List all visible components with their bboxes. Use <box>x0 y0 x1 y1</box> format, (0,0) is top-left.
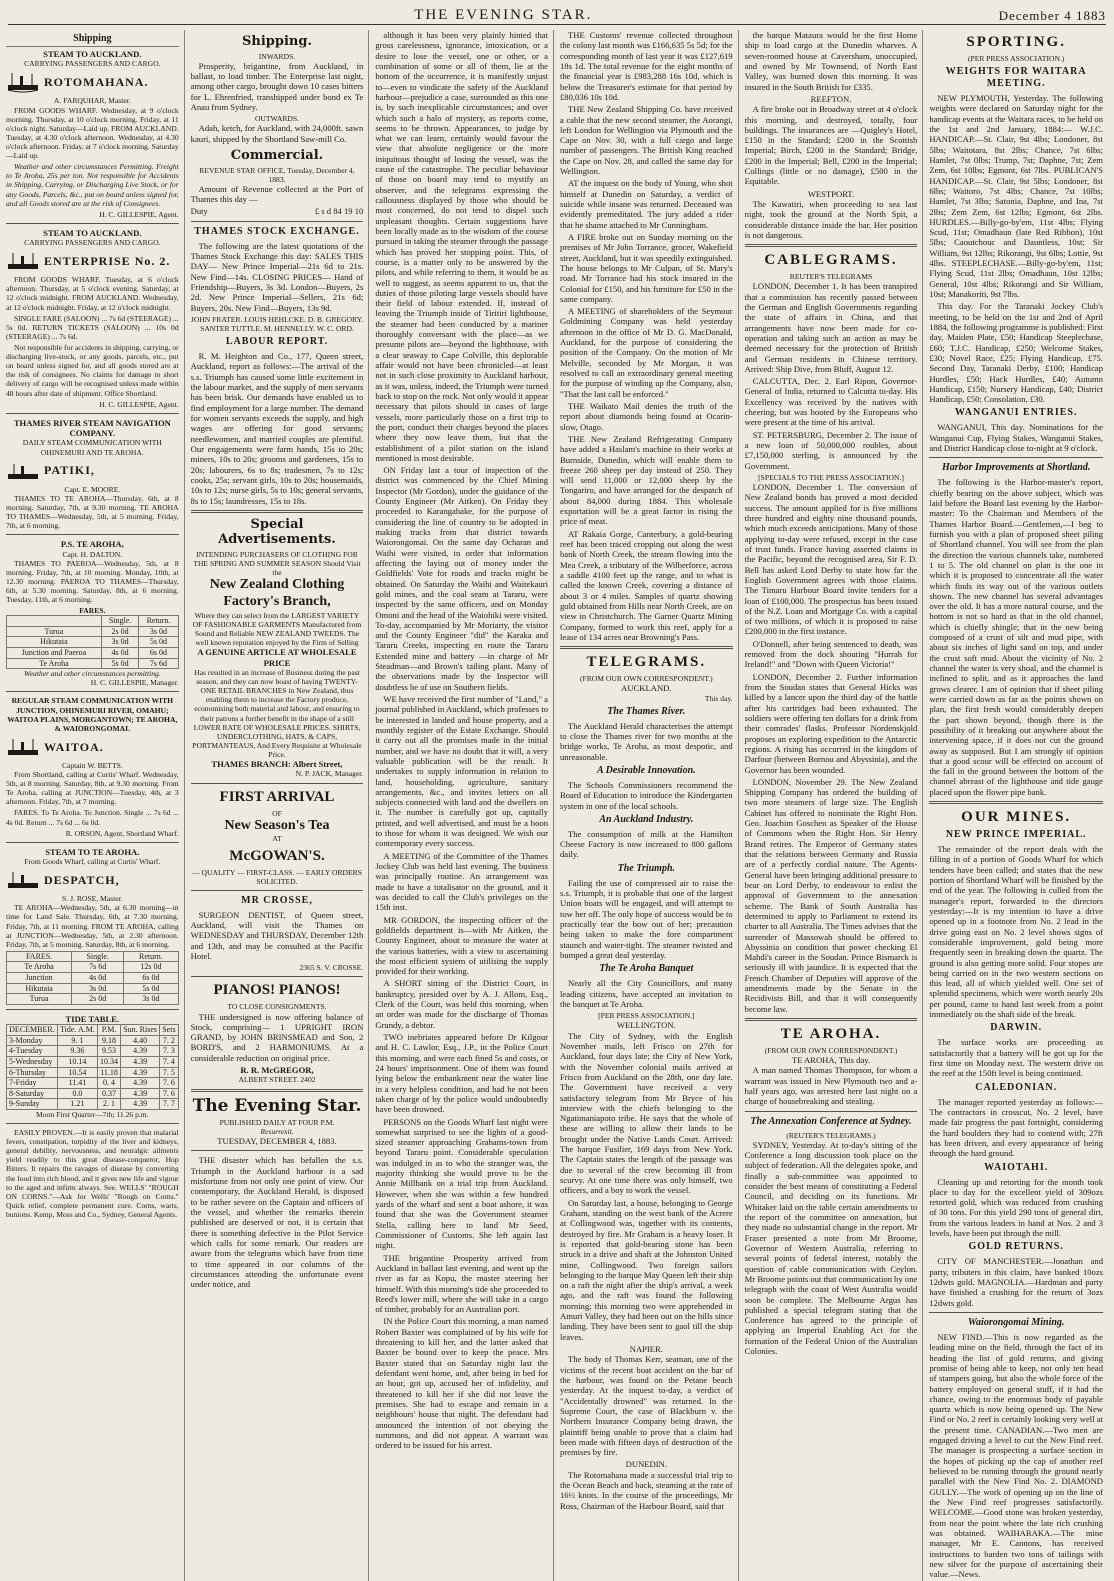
publication-note: PUBLISHED DAILY AT FOUR P.M. <box>219 1117 335 1127</box>
master-name: A. FARQUHAR, Master. <box>53 96 131 106</box>
ad-fares: FARES. To Te Aroha. To Junction. Single ... 7s 6d ... 4s 0d. Return ... 7s 6d ... 6s 0d. <box>6 808 179 827</box>
ad-title: REGULAR STEAM COMMUNICATION WITH JUNCTION, OHINEMURI RIVER, OMAHU; WAITOA PLAINS, MORGANTOWN; TE AROHA, & WAIORONGOMAI. <box>7 696 178 733</box>
article-paragraph: AT the inquest on the body of Young, who shot himself at Dunedin on Saturday, a verdict of suicide while insane was returned. Deceased was evidently premeditated. The jury added a rider that he shame attached to Mr Cunningham. <box>560 178 733 230</box>
steamship-icon <box>6 71 40 93</box>
divider <box>191 1150 364 1151</box>
telegram-text: On Saturday last, a house, belonging to George Graham, standing on the west bank of the Acrere at Collingwood was, together with its contents, destroyed by fire. Mr Graham is a heavy loser. It is reported that gold-bearing stone has been struck in a drive and shaft at the Johnston United mine, Collingwood. Two foreign sailors belonging to the barque May Queen left their ship on a raft the night after the ship's arrival, a week ago, and the raft was found the following morning; this morning two were apprehended in Amuri Valley, they had been out on the hills since landing. They have been sent to gaol till the ship leaves. <box>560 1197 733 1342</box>
table-cell: 11.41 <box>57 1078 97 1089</box>
ad-fares: SINGLE FARE (SALOON) ... 7s 6d (STEERAGE) ... 5s 0d. RETURN TICKETS (SALOON) ... 10s 0d (STEERAGE) ... 7s 6d. <box>6 313 179 341</box>
dateline-time: This day. <box>704 693 733 703</box>
newspaper-title: The Evening Star. <box>192 1095 362 1116</box>
fares-table <box>6 615 179 669</box>
agent-signature: H. C. GILLESPIE, Manager. <box>90 678 179 688</box>
telegrams-heading: TELEGRAMS. <box>586 654 707 671</box>
table-cell: 2. 1 <box>97 1099 120 1110</box>
table-cell: 6-Thursday <box>7 1067 58 1078</box>
cablegram-text: LONDON, December 1. It has been transpired that a commission has recently passed between the German and English Governments regarding the state of affairs in China, and that arrangements have now been made for co-operation and taking such an action as may be deemed necessary for the protection of British and German residents in Chinese territory. Arrived: Ship Dive, from Bluff, August 12. <box>744 281 918 374</box>
tea-of: OF <box>272 808 282 818</box>
dateline: WESTPORT. <box>807 188 855 199</box>
divider <box>745 1018 918 1021</box>
masthead: THE EVENING STAR. <box>414 7 593 23</box>
clothing-title: New Zealand Clothing Factory's Branch, <box>209 577 345 610</box>
ad-subtitle: DAILY STEAM COMMUNICATION WITH OHINEMURI AND TE AROHA. <box>22 438 162 457</box>
column-6 <box>929 30 1108 1581</box>
weights-text: NEW PLYMOUTH, Yesterday. The following weights were declared on Saturday night for the handicap events at the Waitara races, to be held on the 1st and 2nd January, 1884:— W.J.C. HANDICAP.—St. Clair, 9st 4lbs; Londoner, 8st 5lbs; Waitotara, 8st 2lbs; Chance, 7st 6lbs; Hamlet, 7st 0lbs; Trump, 7st; Daphne, 7st; Zem Zem, 6st 10lbs; Egmont, 6st 7lbs. PUBLICAN'S HANDICAP.—St. Clair, 9st 5lbs; Londoner, 8st 6lbs; Waitoro, 7st 4lbs; Chance, 7st 10lbs; Hamlet, 7st 3lbs; Satonia, Daphne, and Ina, 7st 2lbs; Zem Zem, 6st 12lbs; Egmont, 6st 2lbs. HURDLES.—Billy-go-by'em, 11st 4lbs; Flying Scud, 11st; Omadhaun (late Red Ribbon), 10st 5lbs; Caoutchouc and Dauntless, 10st; Sir William, 9st 12lbs; Rikorangi, 9st 6lbs; Lottie, 9st 4lbs. STEEPLECHASE.—Billy-go-by'em, 11st; Flying Scud, 11st 2lbs; Omadhaun, 10st 12lbs; General, 10st 4lbs; Rikorangi and Sir William, 10st; Manakoriti, 9st 7lbs. <box>929 93 1103 300</box>
table-row <box>7 626 179 637</box>
table-cell: 9. 1 <box>57 1035 97 1046</box>
table-cell: 5s 0d <box>124 983 179 994</box>
steamship-icon <box>6 736 40 758</box>
table-row <box>7 973 179 984</box>
dateline: DUNEDIN. <box>625 1459 667 1470</box>
table-row <box>7 1067 179 1078</box>
press-association-note: [PER PRESS ASSOCIATION.] <box>598 1011 695 1021</box>
divider <box>929 1312 1103 1313</box>
divider <box>6 842 179 843</box>
dateline: AUCKLAND. <box>621 683 672 694</box>
table-cell: Te Aroha <box>7 658 102 669</box>
ad-body: THAMES TO PAEROA—Wednesday, 5th, at 8 morning. Friday, 7th, at 10 morning. Monday, 10th, at 12.30 morning. PAEROA TO THAMES—Thursday, 6th, at 5.30 morning. Saturday, 8th, at 6 morning. Tuesday, 11th, at 6 morning. <box>6 558 179 605</box>
table-cell: 4.39 <box>121 1099 160 1110</box>
clothing-price: A GENUINE ARTICLE AT WHOLESALE PRICE <box>197 647 357 668</box>
inwards-text: Prosperity, brigantine, from Auckland, in ballast, to load timber. The Enterprise last night, among other cargo, brought down 10 cases bitters for L. Ehrenfried, transhipped under bond ex Te Anau from Sydney. <box>190 60 364 112</box>
table-cell: 1.21 <box>57 1099 97 1110</box>
ad-title: STEAM TO AUCKLAND. <box>43 227 142 238</box>
table-cell: Single. <box>72 951 124 962</box>
column-3 <box>375 30 554 1581</box>
divider <box>6 1009 179 1010</box>
clothing-manager: N. P. JACK, Manager. <box>295 769 364 779</box>
telegram-text: The body of Thomas Kerr, seaman, one of the victims of the recent boat accident on the bar of the harbour, was found on the Petane beach yesterday. At the inquest to-day, a verdict of "Accidentally drowned" was returned. In the Supreme Court, the case of Blackburn v. the Northern Insurance Company being drawn, the plaintiff being unable to prove that a claim had been made with fifteen days of destruction of the premises by fire. <box>560 1354 733 1458</box>
telegram-heading: The Triumph. <box>617 862 676 874</box>
telegram-text: The City of Sydney, with the English November mails, left Frisco on 27th for Auckland, four days late; the City of New York, with the November colonial mails arrived at Frisco from Auckland on the 28th, one day late. The Government have received a very satisfactory telegram from Mr Bryce of his interview with the chiefs belonging to the Ngatimaniapoto tribe. He says that the whole of these are willing to allow their lands to be brought under the Native Lands Court. Arrived: The barque Fusilier, 169 days from New York. The Captain states the length of the passage was due to several of the crew becoming ill from scurvy. At one time there was only himself, two officers, and a boy to work the vessel. <box>560 1030 733 1196</box>
table-cell: 4s 0d <box>101 648 138 659</box>
tea-title: New Season's Tea <box>224 817 330 833</box>
crosse-text: SURGEON DENTIST, of Queen street, Auckland, will visit the Thames on WEDNESDAY and THURSDAY, December 12th and 13th, and may be consulted at the Pacific Hotel. <box>190 909 364 962</box>
issue-date: December 4 1883 <box>998 8 1106 24</box>
article-paragraph: IN the Police Court this morning, a man named Robert Baxter was complained of by his wife for threatening to kill her, and the latter asked that Baxter be bound over to keep the peace. Mrs Baxter stated that on Saturday night last the defendant went home, and, after being in bed for an hour, got up, accused her of infidelity, and threatened to kill her if she did not leave the premises. She had to escape and remain in a neighbours' house that night. The defendant had announced the intention of not obeying the summons, and did not appear. A warrant was ordered to be issued for his arrest. <box>375 1316 548 1451</box>
table-header-row <box>7 1025 179 1036</box>
table-row <box>7 658 179 669</box>
cablegram-text: LONDON, December 1. The conversion of New Zealand bonds has proved a most decided success. The amount applied for is five millions three hundred and eighty nine thousand pounds, which much exceeds anticipations. Many of those applying to-day were refused, except in the case of trust funds. France having asserted claims in the Pacific, beyond the recognised area, Sir F. D. Bell has asked Lord Derby to state how far the English Government agrees with those claims. The Timaru Harbour Board invite tenders for a loan of £100,000. The prospectus has been issued of the N.Z. Loan and Mortgage Co. with a capital of two millions, of which it is proposed to raise £200,000 in the first instance. <box>744 482 918 637</box>
cablegram-text: LONDON, December 2. Further information from the Soudan states that General Hicks was killed by a lancer upon the third day of the battle after his cartridges had been exhausted. The soldiers were offering ten dollars for a drink from their comrades' flasks. Professor Nordenskjold proposes an exploring expedition to the Antarctic regions. A rising has occurred in the kingdom of Darfour (between Bornou and Abyssinia), and the Governor has been wounded. <box>744 671 918 775</box>
table-cell: Return. <box>124 951 179 962</box>
master-name: Capt. H. DALTON. <box>62 549 123 559</box>
table-cell: FARES. <box>7 951 72 962</box>
tea-at: AT <box>272 834 282 844</box>
telegram-text: The Auckland Herald characterises the attempt to close the Thames river for two months at the bridge works, Te Aroha, as most despotic, and unreasonable. <box>560 720 733 762</box>
te-aroha-subheading: (FROM OUR OWN CORRESPONDENT.) <box>764 1046 898 1056</box>
clothing-intro: INTENDING PURCHASERS OF CLOTHING FOR THE SPRING AND SUMMER SEASON Should Visit the <box>193 550 361 578</box>
te-aroha-heading: TE AROHA. <box>780 1026 882 1043</box>
table-cell: Return. <box>139 616 178 627</box>
table-cell: 4.40 <box>121 1035 160 1046</box>
master-name: S. J. ROSE, Master. <box>62 894 123 904</box>
steamship-icon <box>6 869 40 891</box>
telegram-text: Nearly all the City Councillors, and many leading citizens, have accepted an invitation to the banquet at Te Aroha. <box>560 978 733 1009</box>
taranaki-text: This day. For the Taranaki Jockey Club's meeting, to be held on the 1st and 2nd of April 1884, the following programme is published: First day, Maiden Plate, £50; Handicap Steeplechase, £60; T.J.C. Handicap, £250; Welcome Stakes, £30; Novel Race, £25; Flying Handicap, £75. Second Day, Taranaki Derby, £100; Handicap Hurdles, £50; Hack Hurdles, £40; Autumn Handicap, £150; Nursery Handicap, £40; District Handicap, £50; Consolation, £30. <box>929 301 1103 405</box>
crosse-title: MR CROSSE, <box>241 894 313 906</box>
duty-line <box>191 206 364 216</box>
table-cell: 5-Wednesday <box>7 1056 58 1067</box>
article-paragraph: THE Customs' revenue collected throughout the colony last month was £166,635 5s 5d; for the corresponding month of last year it was £127,619 18s 1d. The total revenue for the eight months of the financial year is £983,288 16s 10d, which is below the Treasurer's estimate for that period by £80,036 10s 10d. <box>560 30 733 102</box>
table-cell: Hikutaia <box>7 983 72 994</box>
table-cell: 5s 0d <box>101 658 138 669</box>
table-cell: 9.53 <box>97 1046 120 1057</box>
article-paragraph: PERSONS on the Goods Wharf last night were somewhat surprised to see the lights of a good-sized steamer approaching Grahams-town from beyond Tararu point. Considerable speculation was indulged in as to who the stranger was, the majority thinking she would prove to be the Annie Millbank on a trial trip from Auckland. However, when she was within a few hundred yards of the wharf and sent a boat ashore, it was found that she was the Government steamer Stella, calling here to land Mr Seed, Commissioner of Customs. She left again last night. <box>375 1116 548 1251</box>
table-cell: 7s 6d <box>139 658 178 669</box>
table-cell: 6s 0d <box>124 973 179 984</box>
reuters-note: REUTER'S TELEGRAMS <box>789 272 873 282</box>
divider <box>6 413 179 414</box>
cablegram-text: CALCUTTA, Dec. 2. Earl Ripon, Governor-General of India, returned to Calcutta to-day. His Excellency was received by the natives with cheering, but was hooted by the Europeans who were present at the time of his arrival. <box>744 376 918 428</box>
steamship-icon <box>6 250 40 272</box>
column-1 <box>6 30 185 1581</box>
telegram-heading: An Auckland Industry. <box>599 813 694 825</box>
tea-quality: — QUALITY — FIRST-CLASS. — EARLY ORDERS SOLICITED. <box>192 867 362 886</box>
ad-subtitle: CARRYING PASSENGERS AND CARGO. <box>24 59 161 69</box>
annexation-text: SYDNEY, Yesterday. At to-day's sitting of the Conference a long discussion took place on the subject of federation. All the delegates spoke, and finally a sub-committee was appointed to consider the best means of constituting a Federal Council, and deciding on its functions. Mr Whitaker laid on the table certain amendments to the report of the committee on annexation, but they made no substantial change in the report. Mr Fraser presented a note from Mr Broome, Governor of Western Australia, referring to several points of federal interest, notably the question of cable communication with Ceylon. Mr Broome points out that communication by one telegraph with the coast of West Australia would soon be complete. The Melbourne Argus has published a special telegram stating that the Conference has agreed to the principle of applying an Imperial Enabling Act for the formation of the Federal Union of the Australian Colonies. <box>744 1139 918 1357</box>
column-header: Sets <box>160 1025 179 1036</box>
outwards-heading: OUTWARDS. <box>254 114 300 124</box>
table-cell: 4-Tuesday <box>7 1046 58 1057</box>
cablegram-text: O'Donnell, after being sentenced to death, was removed from the dock shouting "Hurrah for Ireland!" and "Down with Queen Victoria!" <box>744 638 918 670</box>
table-cell: 3s 0d <box>72 983 124 994</box>
master-name: Capt. E. MOORE. <box>64 484 121 494</box>
tide-table-title: TIDE TABLE. <box>65 1013 120 1024</box>
wanganui-text: WANGANUI, This day. Nominations for the Wanganui Cup, Flying Stakes, Wanganui Stakes, and District Handicap close to-night at 9 o'clock. <box>929 422 1103 454</box>
dateline: REEFTON. <box>810 93 852 104</box>
harbour-text: The following is the Harbor-master's report, chiefly bearing on the above subject, which was laid before the Board last evening by the Harbor-master: To the Chairman and Members of the Thames Harbor Board.—Gentlemen,—I beg to furnish you with a plan of proposed sheet piling of Shortland channel. You will see from the plan the direction the various channels take, numbered 1 to 5. The old channel on plan is the one in which it is proposed to concentrate all the water which finds its way out of the various outlets shown. The new channel has several advantages over the old. It has a more natural course, and the bottom is not so hard as that in the old channel, which is chiefly shingle; that in the new being composed of a crust of silt and mud pipe, with about six inches of light sand on top, and under the crust soft mud. About the vicinity of No. 2 channel the water is very shoal, and the channel is inclined to split, and as it approaches the land grows clearer. I am of opinion that if sheet piling were carried down as far as the points shown on plan, the first fresh would considerably deepen the part shown beyond, though there is the possibility of it breaking out anywhere about the intervening space, if it does not cut the ground away as supposed. But I am strongly of opinion that a good scour will be effected on account of the fall in the ground between the bottom of the channel abreast of the lighthouse and tide gauge placed upon the flower pipe bank. <box>929 477 1103 797</box>
wanganui-title: WANGANUI ENTRIES. <box>954 407 1078 419</box>
mine-text: The remainder of the report deals with the filling in of a portion of Goods Wharf for which tenders have been called; and states that the new portion of Shortland Wharf will be finished by the end of the year. The following is culled from the manager's report, forwarded to the directors yesterday:—It is my intention to have a drive opened up in a footnote from No. 2 lead in the drive going east on No. 2 level shows signs of considerable improvement, gold being more frequently seen in breaking down the quartz. The ground is also getting more solid. Four stopes are being carried on in the two western sections on this lead, all of which yielded well. One set of splendid specimens, which were worth nearly 20s per pound, came to hand last week from a point immediately on the shaft side of the break. <box>929 844 1103 1020</box>
telegram-text: The Schools Commissioners recommend the Board of Education to introduce the Kindergarten system in one of the local schools. <box>560 779 733 811</box>
divider <box>6 223 179 224</box>
table-row <box>7 994 179 1005</box>
column-4 <box>560 30 739 1581</box>
table-cell: 11.18 <box>97 1067 120 1078</box>
table-cell: 6s 0d <box>139 648 178 659</box>
ad-note: Weather and other circumstances Permitting. Freight to Te Aroha, 25s per ton. Not responsible for Accidents in Shipping, Carrying, or Discharging Live Stock, or for any Goods, Parcels, &c., put on board unless signed for, and all Goods stored are at the risk of Consignees. <box>6 162 179 208</box>
specials-note: [SPECIALS TO THE PRESS ASSOCIATION.] <box>758 472 904 482</box>
table-cell: 7. 6 <box>160 1078 179 1089</box>
pianos-text: THE undersigned is now offering balance of Stock, comprising— 1 UPRIGHT IRON GRAND, by JOHN BRINSMEAD and Son, 2 BORD'S, and 2 HARMONIUMS. At a considerable reduction on original price. <box>190 1011 364 1063</box>
table-cell: 7-Friday <box>7 1078 58 1089</box>
column-5 <box>745 30 924 1581</box>
table-cell: 4.39 <box>121 1088 160 1099</box>
ad-title: THAMES RIVER STEAM NAVIGATION COMPANY. <box>13 417 171 439</box>
mine-title: NEW PRINCE IMPERIAL. <box>945 829 1087 841</box>
motto: Resurrexit. <box>260 1127 294 1137</box>
table-cell: 7. 2 <box>160 1035 179 1046</box>
table-cell: 3s 0d <box>139 626 178 637</box>
footer-advertisement: EASILY PROVEN.—It is easily proven that malarial fevers, constipation, torpidity of the liver and kidneys, general debility, nervousness, and neuralgic ailments yield readily to this great disease-conqueror, Hop Bitters. It repairs the ravages of disease by converting the food into rich blood, and it gives new life and vigour to the aged and infirm always. See. WELLS' "ROUGH ON CORNS."—Ask for Wells' "Rough on Corns." Quick relief, complete permanent cure. Corns, warts, bunions. Kemp, Moss and Co., Sydney, General Agents. <box>6 1127 179 1219</box>
divider <box>191 890 364 891</box>
divider <box>745 244 918 247</box>
telegram-heading: A Desirable Innovation. <box>597 764 696 776</box>
ship-name: ENTERPRISE No. 2. <box>44 254 171 269</box>
table-row <box>7 1046 179 1057</box>
table-row <box>7 637 179 648</box>
clothing-body: Where they can select from the LARGEST VARIETY OF FASHIONABLE GARMENTS Manufactured from Sound and Reliable NEW ZEALAND TWEEDS. The well known reputation enjoyed by the Firm of Selling <box>192 610 362 648</box>
table-cell: 0.0 <box>57 1088 97 1099</box>
pianos-subtitle: TO CLOSE CONSIGNMENTS. <box>227 1002 327 1012</box>
article-paragraph: AT Rakaia Gorge, Canterbury, a gold-bearing reef has been traced cropping out along the west bank of North Creek, the stream flowing into the Mea Creek, a tributary of the Wilberforce, across a saddle 4100 feet up the range, and to what is called the known Creek, covering a distance of about 3 or 4 miles. Samples of quartz showing gold obtained from Hills near North Creek, are on view in Christchurch. The Garner Quartz Mining Company, formed to work this reef, apply for a lease of 134 acres near Browning's Pass. <box>560 528 733 642</box>
column-2 <box>191 30 370 1581</box>
dateline: TE AROHA, This day. <box>791 1055 871 1066</box>
table-cell: 0. 4 <box>97 1078 120 1089</box>
table-cell: Turua <box>7 994 72 1005</box>
table-cell: 7. 4 <box>160 1056 179 1067</box>
dateline: WELLINGTON. <box>616 1020 676 1031</box>
table-cell: 5s 0d <box>139 637 178 648</box>
mine-text: Cleaning up and retorting for the month took place to day for the excellent yield of 309ozs retorted gold, which was reduced from crushing of 30 tons. For this yield 290 tons of general dirt, from the various leaders in hand at Nos. 2 and 3 levels, have been put through the mill. <box>929 1176 1103 1239</box>
ad-body: TE AROHA—Wednesday, 5th, at 6.30 morning—in time for Land Sale. Thursday, 6th, at 7.30 morning. Friday, 7th, at 11 morning. FROM TE AROHA, calling at JUNCTION—Wednesday, 5th, at 2.30 afternoon. Friday, 7th, at 5 morning. Saturday, 8th, at 6 morning. <box>6 903 179 949</box>
article-paragraph: ON Friday last a tour of inspection of the district was commenced by the Chief Mining Inspector (Mr Gordon), under the guidance of the County Engineer (Mr Aitken). On Friday they proceeded to Karangahake, for the purpose of considering the line of country to be adopted in making tracks from that district towards Waiorongomai. On the same day Ocharan and Waihi were visited, in order that information affecting the laying out of money under the Goldfields' Vote for roads and tracks might be obtained. On Saturday the Waihi and Waitekauri gold mines, and the coal seam at Tararu, were inspected by the same officers, and on Monday Omoni and the head of the Waiohiki were visited. To-day, accompanied by Mr Moriarty, the visitor and the County Engineer "did" the Karaka and Tararu Creeks, inspecting en route the Tararu Extended mine and battery —in charge of Mr Steadman—and Brown's tailing plant. Many of the observations made by the Inspector will doubtless be of use on Southern fields. <box>375 465 548 692</box>
sporting-heading: SPORTING. <box>966 34 1066 50</box>
table-cell: 7. 7 <box>160 1099 179 1110</box>
ship-name: PATIKI, <box>44 463 95 478</box>
article-paragraph: THE brigantine Prosperity arrived from Auckland in ballast last evening, and went up the river as far as Kopu, the master steering her himself. With this morning's tide she proceeded to Reed's lower mill, where she will take in a cargo of timber, probably for an Australian port. <box>375 1252 548 1315</box>
table-cell: 7s 6d <box>72 962 124 973</box>
tea-shop: McGOWAN'S. <box>229 847 325 864</box>
ship-name: ROTOMAHANA. <box>44 75 149 90</box>
duty-value: £ s d 84 19 10 <box>314 206 364 217</box>
table-cell: 10.54 <box>57 1067 97 1078</box>
article-paragraph: A FIRE broke out on Sunday morning on the premises of Mr John Torrance, grocer, Wakefield street, Auckland, but it was speedily extinguished. The house belongs to Mr Culpan, of St. Mary's road. Mr Torrance had his stock insured in the Colonial for £150, and his furniture for £50 in the same company. <box>560 231 733 304</box>
agent-signature: H. C. GILLESPIE, Agent. <box>99 209 179 219</box>
mcgregor-name: R. R. McGREGOR, <box>240 1065 314 1076</box>
crosse-signature: 2365 S. V. CROSSE. <box>299 963 364 973</box>
ad-body: FROM GOODS WHARF. Wednesday, at 9 o'clock morning. Thursday, at 10 o'clock morning. Friday, at 11 o'clock night. Saturday—Laid up. FROM AUCKLAND. Tuesday, at 4.30 o'clock afternoon. Wednesday, at 4.30 o'clock afternoon. Friday, at 7 o'clock morning. Saturday—Laid up. <box>6 105 179 161</box>
telegrams-subheading: (FROM OUR OWN CORRESPONDENT.) <box>579 674 713 684</box>
table-cell: Te Aroha <box>7 962 72 973</box>
ship-block <box>6 460 179 482</box>
cablegram-text: ST. PETERSBURG, December 2. The issue of a new loan of 50,000,000 roubles, about £7,150,000 sterling, is announced by the Government. <box>744 429 918 471</box>
table-row <box>7 962 179 973</box>
waiorongomai-heading: Waiorongomai Mining. <box>967 1316 1065 1328</box>
weights-title: WEIGHTS FOR WAITARA MEETING. <box>945 66 1087 90</box>
ad-body: FROM GOODS WHARF. Tuesday, at 6 o'clock afternoon. Thursday, at 5 o'clock evening. Saturday, at 12 o'clock midnight. FROM AUCKLAND. Wednesday, at 12 o'clock midnight. Friday, at 12 o'clock midnight. <box>6 275 179 312</box>
table-cell: 7. 5 <box>160 1067 179 1078</box>
mine-text: The surface works are proceeding as satisfactorily that a battery will be got up for the first time on Monday next. The western drive on the reef at the 150ft level is being continued. <box>929 1037 1103 1079</box>
mine-title: WAIOTAHI. <box>984 1161 1049 1173</box>
mines-heading: OUR MINES. <box>961 809 1072 826</box>
editorial-text: THE disaster which has befallen the s.s. Triumph in the Auckland harbour is a sad misfortune from not only one point of view. Our contemporary, the Auckland Herald, is disposed to be rather severe on the Captain and officers of the vessel, and whether the remarks therein published are deserved or not, it is certain that there is something defective in the Pilot Service which calls for some remark. Our readers are aware from the telegrams which have from time to time appeared in our columns of the circumstances attending the unfortunate event under notice, and <box>190 1155 364 1290</box>
table-cell: 10.34 <box>97 1056 120 1067</box>
tea-first-arrival: FIRST ARRIVAL <box>219 788 335 805</box>
telegram-text: The Kawatiri, when proceeding to sea last night, took the ground at the North Spit, a considerable distance inside the bar. Her position is not dangerous. <box>744 199 918 240</box>
master-name: Captain W. BETTS. <box>61 760 123 770</box>
table-row <box>7 1056 179 1067</box>
table-row <box>7 616 179 627</box>
clothing-branch: THAMES BRANCH: Albert Street, <box>211 759 343 770</box>
sporting-subheading: (PER PRESS ASSOCIATION.) <box>967 54 1065 63</box>
telegram-text: A fire broke out in Broadway street at 4 o'clock this morning, and destroyed, totally, four buildings. The insurances are —Quigley's Hotel, £150 in the Standard; £200 in the Scottish Imperial; Birch, £200 in the Standard; Bridge, £200 in the Imperial; Bell, £200 in the Imperial; Collings (little or no damage), £500 in the Equitable. <box>744 104 918 187</box>
table-cell: 12s 0d <box>124 962 179 973</box>
table-cell: 4.39 <box>121 1046 160 1057</box>
table-cell: 2s 0d <box>72 994 124 1005</box>
table-cell: 0.37 <box>97 1088 120 1099</box>
table-cell: 7. 6 <box>160 1088 179 1099</box>
ship-block <box>6 869 179 891</box>
telegram-text: The Rotomahana made a successful trial trip to the Ocean Beach and back, steaming at the rate of 16½ knots. In the course of the proceedings, Mr Ross, Chairman of the Harbour Board, said that <box>560 1469 733 1511</box>
telegram-text: the barque Mataura would be the first Home ship to load cargo at the Dunedin wharves. A seven-roomed house at Caversham, unoccupied, and owned by Mr Townsend, of North East Valley, was burned down this morning. It was insured in the South British for £335. <box>744 30 918 92</box>
shipping-heading: Shipping <box>6 33 179 47</box>
clothing-body-2: Has resulted in an increase of Business during the past season, and they can now boast of having TWENTY-ONE RETAIL BRANCHES in New Zealand, thus enabling them to increase the Factory produce, economising both material and labour, and ensuring to their patrons a further benefit in the shape of a still LOWER RATE OF WHOLESALE PRICES. SHIRTS, UNDERCLOTHING, HATS, & CAPS, PORTMANTEAUS, And Every Requisite at Wholesale Price. <box>192 668 362 759</box>
table-row <box>7 1035 179 1046</box>
gold-returns-text: CITY OF MANCHESTER.—Jonathan and party, tributers in this claim, have banked 10ozs 12dwts gold. MAGNOLIA.—Hardman and party have finished a crushing for the return of 3ozs 12dwts gold. <box>929 1256 1103 1308</box>
article-paragraph: THE New Zealand Refrigerating Company have added a Haslam's machine to their works at Burnside, Dunedin, which will enable them to freeze 260 sheep per day instead of 250. They will send 11,000 or 12,000 sheep by the Tongariro, and have arranged for the despatch of about 84,000 during 1884. This wholesale exportation will be a great factor in rising the price of meat. <box>560 433 733 527</box>
ad-note: Weather and other circumstances permitting. <box>23 669 161 679</box>
table-row <box>7 983 179 994</box>
commercial-heading: Commercial. <box>230 148 324 163</box>
broker-names: JOHN FRATER. LOUIS HEHLCKE. D. B. GREGORY. SANTER TUTTLE. M. HENNELLY. W. C. ORD. <box>190 314 364 334</box>
divider <box>191 783 364 784</box>
cablegram-text: LONDON, November 29. The New Zealand Shipping Company has ordered the building of two more steamers of large size. The English Cabinet has offered to nominate the Right Hon. Geo. Joachim Goschen as Speaker of the House of Commons when the Right Hon. Sir Henry Brand retires. The Emperor of Germany states that the relations between Germany and Russia are of a perfectly cordial nature. The Agents-General have been bringing additional pressure to bear on Lord Derby, to endeavour to enlist the approval of Government to the annexation scheme. The Bank of South Australia has determined to apply to Parliament to extend its charter to all Australia. The Times advises that the surrender of Massowah should be offered to Abyssinia on condition that power checking El Mahdi's career in the Soudan. Prince Bismarck is seriously ill with jaundice. It is expected that the French Chamber of Deputies will approve of the amendments made by the Senate in the Recidivists Bill, and that it will consequently become law. <box>744 776 918 1014</box>
table-cell: Turua <box>7 626 102 637</box>
divider <box>191 976 364 977</box>
mine-title: DARWIN. <box>990 1022 1043 1034</box>
ship-block <box>6 736 179 758</box>
article-paragraph: WE have received the first number of "Land," a journal published in Auckland, which professes to be interested in landed and house property, and a monthly register of the Estate Exchange. Should it carry out all the promises made in the initial number, and we have no doubt that it will, a very valuable publication will be the result. It undertakes to supply information in relation to land, householding, agriculture, sanitary arrangements, &c., and invites letters on all subjects connected with land and the dwellers on it. The number is carefully got up, capitally printed, and well advertised, and must be a boon to those for whom it was designed. We wish our contemporary every success. <box>375 694 548 849</box>
divider <box>191 1089 364 1092</box>
page-header <box>8 6 1106 25</box>
ad-body: From Shortland, calling at Curtis' Wharf. Wednesday, 5th, at 8 morning. Saturday, 8th, at 9.30 morning. From Te Aroha, calling at JUNCTION—Tuesday, 4th, at 3 afternoon. Friday, 7th, at 7 morning. <box>6 770 179 807</box>
columns <box>6 30 1108 1580</box>
mine-title: CALEDONIAN. <box>975 1081 1058 1093</box>
table-cell: Single. <box>101 616 138 627</box>
ad-title: P.S. TE AROHA, <box>60 539 124 550</box>
divider <box>745 1111 918 1112</box>
divider <box>6 534 179 535</box>
table-cell: 2s 0d <box>101 626 138 637</box>
moon-phase: Moon First Quarter—7th; 11.26 p.m. <box>36 1109 149 1119</box>
ad-title: STEAM TO AUCKLAND. <box>43 49 142 59</box>
article-paragraph: although it has been very plainly hinted that gross carelessness, ignorance, intoxication, or a desire to lose the vessel, one or other, or a combination of some or all of them, lie at the bottom of the occurrence, it is manifestly unjust to—even to vindicate the safety of the Auckland harbour—prejudice a case, surrounded as this one is, by such inexplicable circumstances; and over which such a halo of mystery, as reports come, seems to be thrown. Appearances, to judge by what we can learn, certainly would favour the view that absolute negligence or the more iniquitous thought of losing the vessel, was the cause of the catastrophe. The peculiar behaviour of those on board may tend to mystify an observer, and the telegrams expressing the callousness displayed by those who should be most concerned, do not tend to dispel such unpleasant thoughts. Certain suggestions have been locally made as to the wisdom of the course pursued in taking the steamer through the passage which has proved her stopping point. This, of course, is a matter only to be answered by the pilots, and while referring to them, it would be as well to suggest, as seems apparent to us, that the duties of those piloting large vessels should have their field of labour extended. If, instead of leaving the Triumph inside of Tiritiri lighthouse, the steamer had been conducted by a mariner thoroughly conversant with the place—as we presume pilots are—beyond the lighthouse, with a clear seaway to Cape Colville, this deplorable affair would not have been chronicled—at least not in such close proximity to Auckland harbour, as it was, unless, indeed, the Triumph were turned back to stop on the rock. Not only would it appear necessary that pilots should in cases of large vessels, more particularly those on a first trip to the port, conduct their charges beyond the places where they now leave them, but that the establishment of a pilot station on the island mentioned is most desirable. <box>375 30 548 463</box>
fares-heading: FARES. <box>79 606 106 616</box>
ship-name: DESPATCH, <box>44 872 120 887</box>
column-header: Sun. Rises <box>121 1025 160 1036</box>
table-row <box>7 951 179 962</box>
article-paragraph: THE New Zealand Shipping Co. have received a cable that the new second steamer, the Aorangi, left London for Wellington via Plymouth and the Cape on Nov. 30, with a full cargo and large number of passengers. The British King reached the Cape on Nov. 28, and called the same day for Wellington. <box>560 104 733 177</box>
exchange-text: The following are the latest quotations of the Thames Stock Exchange this day: SALES THIS DAY— New Prince Imperial—21s 6d to 21s. New Find—14s. CLOSING PRICES— Hand of Friendship—Buyers, 3s 3d. London—Buyers, 2s 2d. New Prince Imperial—Sellers, 21s 6d; Buyers, 20s. New Find—Buyers, 13s 9d. <box>190 240 364 313</box>
column-header: Tide. A.M. <box>57 1025 97 1036</box>
article-paragraph: MR GORDON, the inspecting officer of the goldfields department is—with Mr Aitken, the County Engineer, about to measure the water at the various batteries, with a view to ascertaining the most efficient system of utilising the supply provided for their working. <box>375 914 548 977</box>
telegram-text: Failing the use of compressed air to raise the s.s. Triumph, it is probable that one of the largest Union boats will be engaged, and will attempt to tow her off. The only hope of success would be to practically tear the bow out of her; precaution being taken to make the fore compartment staunch and water-tight. The steamer twisted and bumped a great deal yesterday. <box>560 877 733 960</box>
divider <box>191 221 364 222</box>
ad-body: THAMES TO TE AROHA—Thursday, 6th, at 8 morning. Saturday, 7th, at 9.30 morning. TE AROHA TO THAMES—Wednesday, 5th, at 5 morning. Friday, 7th, at 6 morning. <box>6 493 179 531</box>
table-cell: Hikutaia <box>7 637 102 648</box>
column-header: P.M. <box>97 1025 120 1036</box>
table-cell: 3s 0d <box>101 637 138 648</box>
ad-note: Not responsible for accidents in shipping, carrying, or discharging live-stock, or any goods, parcels, etc., put on board unless signed for, and all goods stored are at the risk of consignees. No claims for damage to short delivery of cargo will be recognised unless made within 48 hours after date of shipment. Office Shortland. <box>6 343 179 398</box>
outwards-text: Adah, ketch, for Auckland, with 24,000ft. sawn kauri, shipped by the Shortland Saw-mill Co. <box>190 123 364 144</box>
divider <box>6 691 179 692</box>
exchange-title: THAMES STOCK EXCHANGE. <box>194 225 360 237</box>
table-cell: 9.18 <box>97 1035 120 1046</box>
ad-subtitle: CARRYING PASSENGERS AND CARGO. <box>24 238 161 248</box>
steamship-icon <box>6 460 40 482</box>
inwards-heading: INWARDS. <box>258 51 296 61</box>
mine-text: The manager reported yesterday as follows:—The contractors in crosscut, No. 2 level, have made fair progress the past fortnight, considering the hard boulders they had to contend with; 27ft has been driven, and every appearance of being through the hard ground. <box>929 1096 1103 1159</box>
cablegrams-heading: CABLEGRAMS. <box>764 252 898 269</box>
article-paragraph: A SHORT sitting of the District Court, in bankruptcy, presided over by A. J. Allom, Esq., Clerk of the Court, was held this morning, when an order was made for the discharge of Thomas Grundy, a debtor. <box>375 978 548 1030</box>
table-row <box>7 648 179 659</box>
table-cell: 4.39 <box>121 1067 160 1078</box>
shipping-heading: Shipping. <box>242 34 312 49</box>
article-paragraph: TWO inebriates appeared before Dr Kilgour and H. C. Lawlor, Esq., J.P., in the Police Court this morning, and were each fined 5s and costs, or 24 hours' imprisonment. One of them was found lying below the embankment near the water line in a very helpless condition, and had he not been taken charge of by the police would undoubtedly have been drowned. <box>375 1032 548 1115</box>
ad-title: STEAM TO TE AROHA. <box>45 846 140 857</box>
dateline: NAPIER. <box>629 1344 663 1355</box>
table-cell: Junction and Paeroa <box>7 648 102 659</box>
divider <box>560 646 733 649</box>
harbour-heading: Harbor Improvements at Shortland. <box>941 462 1091 474</box>
revenue-title: REVENUE STAR OFFICE, Tuesday, December 4, 1883. <box>199 165 355 184</box>
tide-table <box>6 1024 179 1110</box>
telegram-heading: The Te Aroha Banquet <box>599 963 694 975</box>
divider <box>191 510 364 513</box>
ship-block <box>6 71 179 93</box>
labour-title: LABOUR REPORT. <box>225 336 329 348</box>
labour-text: R. M. Heighton and Co., 177, Queen street, Auckland, report as follows:—The arrival of the s.s. Triumph has caused some little excitement in the labour market, and the supply of men servants has been brisk. Our demands have enabled us to find employment for a large number. The demand for women servants exceeds the supply, and high wages are offering for good servants; needlewomen, and married couples are plentiful. Our engagements were farm hands, 15s to 20s; miners, 10s to 20s; grooms and gardeners, 15s to 20s; labourers, 6s to 8s; tradesmen, 7s to 12s; cooks, 25s; servant girls, 10s to 20s; housemaids, 10s to 12s; nurse girls, 5s to 10s; general servants, 8s to 15s; laundresses, 15s to 18s. <box>190 351 364 506</box>
table-row <box>7 1088 179 1099</box>
ad-subtitle: From Goods Wharf, calling at Curtis' Wharf. <box>24 857 161 867</box>
revenue-text: Amount of Revenue collected at the Port of Thames this day — <box>190 183 364 205</box>
table-cell: 9.36 <box>57 1046 97 1057</box>
table-cell: 8-Saturday <box>7 1088 58 1099</box>
article-paragraph: A MEETING of shareholders of the Seymour Goldmining Company was held yesterday afternoon in the office of Mr D. G. MacDonald, Auckland, for the purpose of considering the position of the Company. On the motion of Mr Melville, seconded by Mr Morgan, it was resolved to call an extraordinary general meeting for the purpose of winding up the Company, also, "That the last call be enforced." <box>560 306 733 399</box>
gold-returns-title: GOLD RETURNS. <box>968 1241 1064 1253</box>
table-cell: 9-Sunday <box>7 1099 58 1110</box>
table-row <box>7 1099 179 1110</box>
article-paragraph: A MEETING of the Committee of the Thames Jockey Club was held last evening. The business was principally routine. An arrangement was made to have a totalisator on the ground, and it was decided to call the Club's privileges on the 15th inst. <box>375 850 548 913</box>
table-cell <box>7 616 102 627</box>
telegram-heading: The Thames River. <box>607 705 686 717</box>
divider <box>6 1123 179 1124</box>
annexation-heading: The Annexation Conference at Sydney. <box>750 1115 912 1127</box>
editorial-date: TUESDAY, DECEMBER 4, 1883. <box>217 1136 337 1147</box>
table-cell: 3-Monday <box>7 1035 58 1046</box>
table-cell: 4.39 <box>121 1056 160 1067</box>
article-paragraph: THE Waikato Mail denies the truth of the report about diamonds being found at Ocarin-slow, Otago. <box>560 400 733 432</box>
divider <box>929 457 1103 458</box>
waiorongomai-text: NEW FIND.—This is now regarded as the leading mine on the field, through the fact of its heading the list of gold returns, and giving promise of being able to keep, not only ten head of stampers going, but also the whole force of the battery employed on general stuff, if it had the chance, owing to the enormous body of payable quartz which is now being opened up. The New Find or No. 2 reef is certainly looking very well at the present time. CANADIAN.—Two men are engaged driving a level to cut the New Find reef. The manager is prospecting a surface section in the hopes of picking up the cap of another reef believed to be running through the ground nearly parallel with the New Find No. 2. DIAMOND GULLY.—The work of opening up on the line of the New Find reef progresses satisfactorily. WELCOME.—Good stone was broken yesterday, from near the point where the late rich crushing was obtained. WAIHARAKA.—The mine manager, Mr E. Cannons, has received instructions to barden two tons of tailings with new silver for the purpose of ascertaining their value.—News. <box>929 1331 1103 1580</box>
mcgregor-address: ALBERT STREET. 2402 <box>238 1075 316 1085</box>
agent-signature: H. C. GILLESPIE, Agent. <box>99 399 179 409</box>
special-advertisements-heading: Special Advertisements. <box>218 516 336 548</box>
divider <box>929 801 1103 804</box>
table-cell: 4.39 <box>121 1078 160 1089</box>
annexation-subheading: (REUTER'S TELEGRAMS.) <box>786 1130 876 1140</box>
te-aroha-text: A man named Thomas Thompson, for whom a warrant was issued in New Plymouth two and a-half years ago, was arrested here last night on a charge of housebreaking and stealing. <box>744 1065 918 1107</box>
pianos-title: PIANOS! PIANOS! <box>213 982 341 999</box>
fares-table <box>6 951 179 1005</box>
table-cell: 10.14 <box>57 1056 97 1067</box>
table-cell: 4s 0d <box>72 973 124 984</box>
telegram-text: The consumption of milk at the Hamilton Cheese Factory is now increased to 800 gallons daily. <box>560 828 733 860</box>
ship-block <box>6 250 179 272</box>
column-header: DECEMBER. <box>7 1025 58 1036</box>
ship-name: WAITOA. <box>44 739 104 754</box>
table-cell: 3s 0d <box>124 994 179 1005</box>
duty-label: Duty <box>190 206 208 217</box>
agent-signature: R. ORSON, Agent, Shortland Wharf. <box>65 828 179 838</box>
table-row <box>7 1078 179 1089</box>
table-cell: 7. 3 <box>160 1046 179 1057</box>
table-cell: Junction <box>7 973 72 984</box>
